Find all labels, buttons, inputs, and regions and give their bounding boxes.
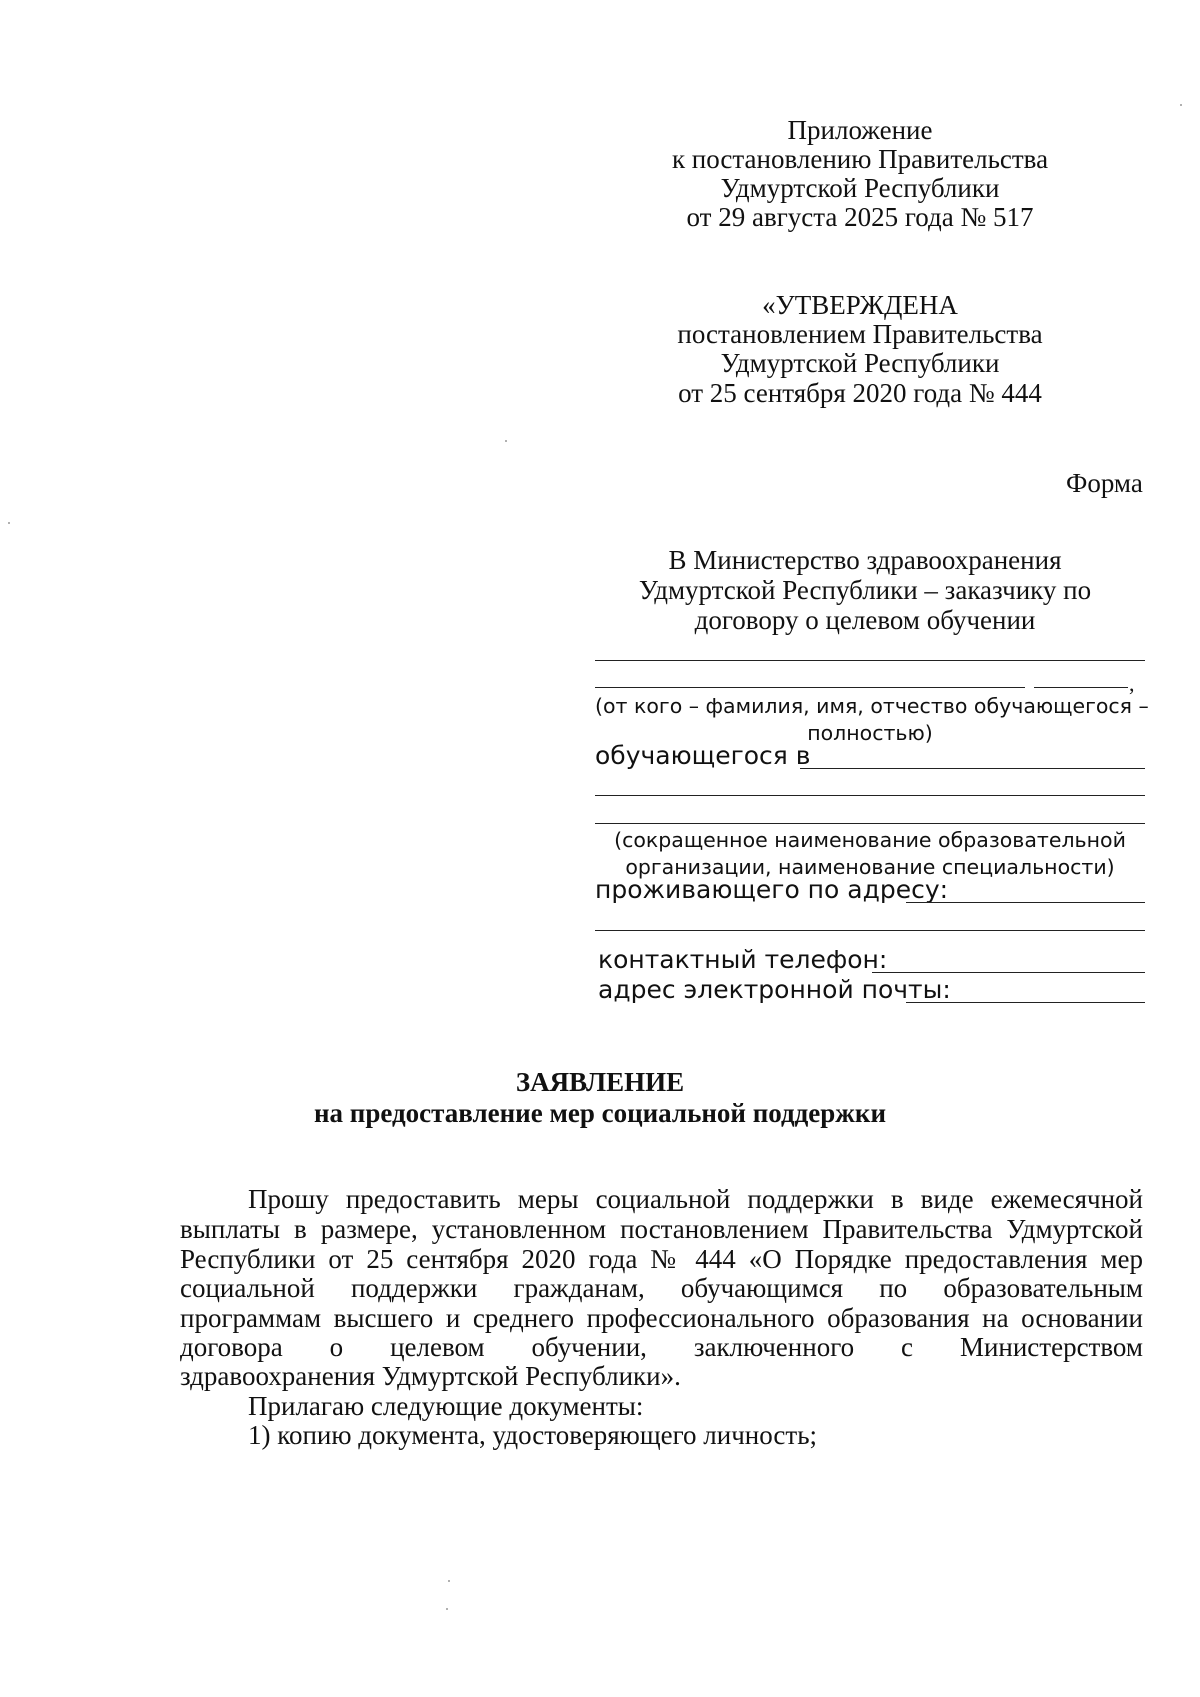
org-hint-line-2: организации, наименование специальности): [625, 855, 1115, 879]
addressee-line-2: Удмуртской Республики – заказчику по: [638, 575, 1092, 605]
name-hint-line-1: (от кого – фамилия, имя, отчество обучающегося –: [595, 694, 1149, 718]
body-line-7: здравоохранения Удмуртской Республики».: [180, 1361, 681, 1391]
approved-line-4: от 25 сентября 2020 года № 444: [678, 378, 1042, 408]
scan-speck: [1180, 104, 1182, 106]
body-line-5: программам высшего и среднего профессионального образования на основании: [180, 1303, 1143, 1333]
attach-intro: Прилагаю следующие документы:: [248, 1391, 644, 1421]
appendix-line-2: к постановлению Правительства: [671, 144, 1049, 174]
attach-item-1: 1) копию документа, удостоверяющего личность;: [248, 1420, 818, 1450]
appendix-line-3: Удмуртской Республики: [720, 173, 1000, 203]
phone-label: контактный телефон:: [598, 945, 888, 974]
studying-label: обучающегося в: [595, 741, 811, 770]
email-blank: [906, 1002, 1145, 1003]
statement-subtitle: на предоставление мер социальной поддержки: [314, 1098, 886, 1128]
studying-blank: [800, 768, 1145, 769]
body-line-6: договора о целевом обучении, заключенного с Министерством: [180, 1332, 1143, 1362]
studying-blank-2: [595, 795, 1145, 796]
scan-speck: [446, 1608, 448, 1610]
scan-speck: [505, 440, 507, 442]
body-line-4: социальной поддержки гражданам, обучающимся по образовательным: [180, 1273, 1143, 1303]
addressee-line-3: договору о целевом обучении: [694, 605, 1036, 635]
name-blank-line-2b: [1034, 687, 1128, 688]
appendix-line-4: от 29 августа 2025 года № 517: [686, 202, 1034, 232]
name-blank-line-2a: [595, 687, 1025, 688]
phone-blank: [872, 972, 1145, 973]
scan-speck: [448, 1580, 450, 1582]
body-line-2: выплаты в размере, установленном постановлением Правительства Удмуртской: [180, 1214, 1143, 1244]
form-label: Форма: [1066, 468, 1143, 498]
org-hint-line-1: (сокращенное наименование образовательной: [614, 828, 1126, 852]
scan-speck: [8, 522, 10, 524]
name-blank-line-1: [595, 660, 1145, 661]
address-label: проживающего по адресу:: [595, 875, 949, 904]
address-blank: [906, 902, 1145, 903]
trailing-comma: ,: [1129, 671, 1135, 696]
approved-line-3: Удмуртской Республики: [720, 348, 1000, 378]
statement-title: ЗАЯВЛЕНИЕ: [515, 1067, 685, 1097]
studying-blank-3: [595, 823, 1145, 824]
body-line-1: Прошу предоставить меры социальной поддержки в виде ежемесячной: [248, 1184, 1143, 1214]
body-line-3: Республики от 25 сентября 2020 года № 444 «О Порядке предоставления мер: [180, 1244, 1143, 1274]
addressee-line-1: В Министерство здравоохранения: [668, 545, 1062, 575]
address-blank-2: [595, 930, 1145, 931]
name-hint-line-2: полностью): [807, 721, 933, 745]
approved-line-2: постановлением Правительства: [677, 319, 1043, 349]
email-label: адрес электронной почты:: [598, 975, 951, 1004]
approved-line-1: «УТВЕРЖДЕНА: [762, 290, 958, 320]
appendix-line-1: Приложение: [787, 115, 933, 145]
